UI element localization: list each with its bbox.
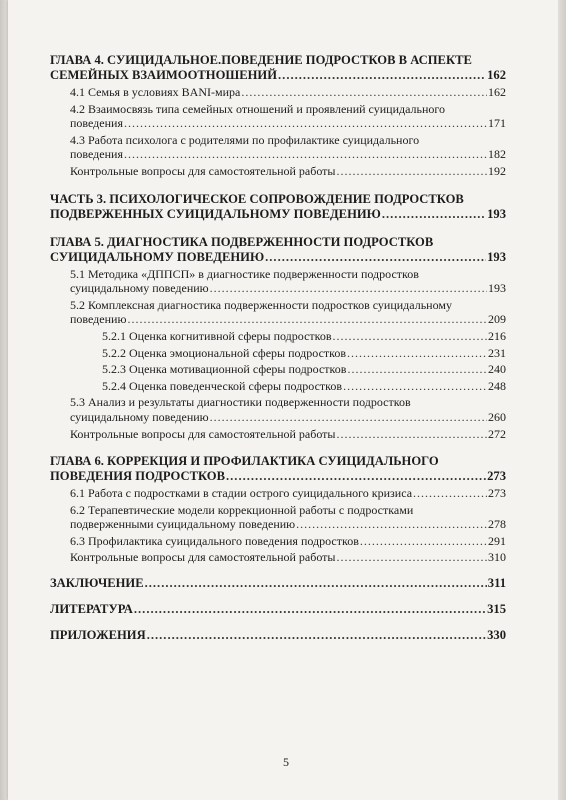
toc-entry-title-line: 5.3 Анализ и результаты диагностики подверженности подростков [70,395,411,410]
toc-entry-page: 240 [488,362,506,377]
toc-entry-page: 330 [487,628,506,643]
toc-entry-page: 273 [487,469,506,484]
toc-entry-row [70,164,506,179]
dot-leader [145,576,487,591]
toc-entry-row [70,517,506,532]
toc-entry-row [50,68,506,83]
toc-entry-row [70,85,506,100]
toc-entry-title-line: 6.2 Терапевтические модели коррекционной работы с подростками [70,502,414,517]
toc-entry-title: 4.1 Семья в условиях BANI-мира [70,85,241,99]
toc-entry-page: 192 [488,163,506,178]
toc-entry-title: поведения [70,116,123,131]
dot-leader [278,68,486,83]
toc-entry [50,379,506,394]
toc-entry-title: 5.2.4 Оценка поведенческой сферы подростков [102,378,343,393]
toc-entry-row [50,576,506,591]
dot-leader [360,534,487,549]
toc-entry-page: 171 [488,116,506,131]
toc-entry-row [70,427,506,442]
toc-entry-page: 231 [488,345,506,360]
toc-entry [50,454,506,484]
dot-leader [124,116,487,131]
toc-entry-page: 193 [487,206,506,221]
dot-leader [333,329,487,344]
toc-entry-row [70,281,506,296]
toc-entry [50,576,506,591]
toc-entry-title: Контрольные вопросы для самостоятельной работы [70,163,336,178]
toc-entry [50,329,506,344]
toc-entry-row [102,329,506,344]
dot-leader [210,410,487,425]
toc-entry-row [70,486,506,501]
toc-entry-title-line: 4.2 Взаимосвязь типа семейных отношений и проявлений суицидального [70,101,446,116]
toc-entry-row [70,534,506,549]
dot-leader [413,486,487,501]
toc-entry-row [70,116,506,131]
toc-entry-page: 291 [488,533,506,548]
dot-leader [226,469,486,484]
dot-leader [210,281,487,296]
page-number: 5 [283,755,289,769]
toc-entry [50,503,506,532]
dot-leader [241,85,487,100]
dot-leader [382,207,486,222]
toc-entry-page: 260 [488,409,506,424]
dot-leader [296,517,487,532]
toc-entry-title: Контрольные вопросы для самостоятельной работы [70,550,336,565]
toc-entry-title: СЕМЕЙНЫХ ВЗАИМООТНОШЕНИЙ [50,68,278,82]
dot-leader [147,628,486,643]
toc-entry [50,427,506,442]
toc-entry-page: 272 [488,426,506,441]
dot-leader [343,379,487,394]
toc-entry-title-line: 5.1 Методика «ДППСП» в диагностике подверженности подростков [70,266,419,281]
toc-entry-title: 5.2.1 Оценка когнитивной сферы подростков [102,328,332,343]
dot-leader [127,312,487,327]
toc-entry-page: 315 [487,602,506,617]
toc-entry [50,53,506,83]
toc-entry-title: Контрольные вопросы для самостоятельной работы [70,426,336,441]
toc-entry [50,628,506,643]
toc-entry-row [50,207,506,222]
toc-entry-title: 5.2.2 Оценка эмоциональной сферы подростков [102,345,347,360]
toc-entry-row [102,379,506,394]
toc-entry-page: 311 [487,576,506,591]
dot-leader [124,147,487,162]
dot-leader [337,427,488,442]
toc-entry-title: поведения [70,147,123,162]
toc-entry-title: ПРИЛОЖЕНИЯ [50,628,146,643]
toc-entry-page: 193 [488,281,506,296]
toc-entry [50,486,506,501]
toc-entry-row [70,147,506,162]
toc-entry-title: ЛИТЕРАТУРА [50,602,133,617]
toc-entry-row [70,312,506,327]
dot-leader [337,550,488,565]
toc-entry [50,164,506,179]
toc-entry-title: суицидальному поведению [70,281,209,296]
toc-entry [50,192,506,222]
toc-entry-title-line: ЧАСТЬ 3. ПСИХОЛОГИЧЕСКОЕ СОПРОВОЖДЕНИЕ ПОДРОСТКОВ [50,191,464,206]
toc-entry-row [50,602,506,617]
toc-entry-title: СУИЦИДАЛЬНОМУ ПОВЕДЕНИЮ [50,249,265,264]
toc-entry-page: 310 [488,550,506,565]
toc-entry-row [70,410,506,425]
toc-entry-page: 216 [488,328,506,343]
toc-entry-title-line: 4.3 Работа психолога с родителями по профилактике суицидального [70,132,420,147]
toc-entry-title-line: ГЛАВА 4. СУИЦИДАЛЬНОЕ.ПОВЕДЕНИЕ ПОДРОСТКОВ В АСПЕКТЕ [50,53,472,67]
toc-entry-title: подверженными суицидальному поведению [70,517,296,532]
toc-entry-page: 193 [487,249,506,264]
toc-entry-page: 182 [488,147,506,162]
page-left-edge [0,0,8,800]
toc-entry [50,346,506,361]
toc-entry [50,85,506,100]
table-of-contents [50,53,506,643]
toc-entry-title: 6.3 Профилактика суицидального поведения подростков [70,533,359,548]
toc-entry-row [50,250,506,265]
dot-leader [337,164,488,179]
toc-entry-title-line: ГЛАВА 6. КОРРЕКЦИЯ И ПРОФИЛАКТИКА СУИЦИДАЛЬНОГО [50,454,439,469]
toc-entry-page: 162 [487,68,506,82]
toc-entry-row [50,469,506,484]
toc-entry-title: суицидальному поведению [70,409,209,424]
toc-entry [50,395,506,424]
toc-entry-page: 273 [488,486,506,501]
toc-entry-title: поведению [70,312,127,327]
toc-entry-title: ПОВЕДЕНИЯ ПОДРОСТКОВ [50,469,225,484]
toc-entry [50,267,506,296]
dot-leader [134,602,486,617]
toc-entry [50,102,506,131]
toc-entry-title-line: ГЛАВА 5. ДИАГНОСТИКА ПОДВЕРЖЕННОСТИ ПОДРОСТКОВ [50,234,434,249]
dot-leader [347,346,487,361]
toc-entry [50,602,506,617]
toc-entry [50,298,506,327]
toc-entry-title: ЗАКЛЮЧЕНИЕ [50,576,144,591]
toc-entry-row [102,346,506,361]
dot-leader [265,250,486,265]
toc-entry-title: 5.2.3 Оценка мотивационной сферы подростков [102,362,347,377]
toc-entry [50,235,506,265]
toc-entry [50,133,506,162]
toc-entry [50,550,506,565]
toc-entry-page: 278 [488,517,506,532]
toc-entry-title-line: 5.2 Комплексная диагностика подверженности подростков суицидальному [70,297,452,312]
toc-entry-page: 162 [488,85,506,99]
toc-entry [50,534,506,549]
toc-entry-row [102,362,506,377]
toc-entry [50,362,506,377]
page-right-edge [558,0,566,800]
toc-entry-title: ПОДВЕРЖЕННЫХ СУИЦИДАЛЬНОМУ ПОВЕДЕНИЮ [50,206,381,221]
book-page [8,0,558,800]
toc-entry-page: 248 [488,378,506,393]
toc-entry-title: 6.1 Работа с подростками в стадии острого суицидального кризиса [70,486,413,501]
toc-entry-row [50,628,506,643]
dot-leader [347,362,487,377]
toc-entry-page: 209 [488,312,506,327]
toc-entry-row [70,550,506,565]
